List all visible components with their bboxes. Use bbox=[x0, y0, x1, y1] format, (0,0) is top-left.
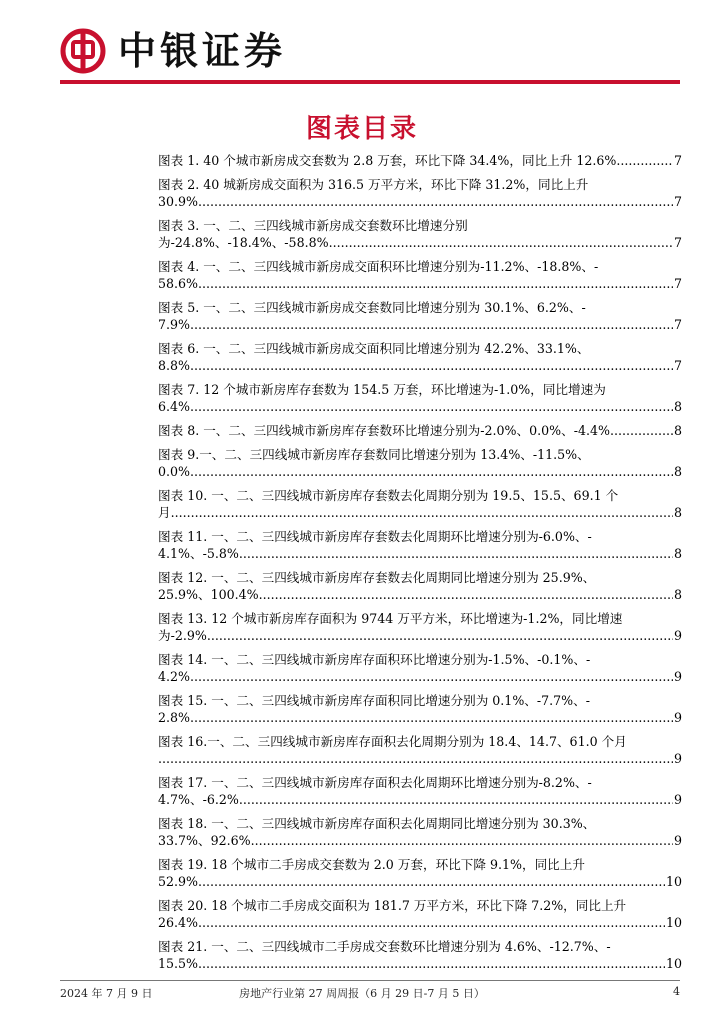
dot-leader bbox=[198, 873, 665, 890]
dot-leader bbox=[190, 668, 673, 685]
toc-entry-title: 图表 3. 一、二、三四线城市新房成交套数环比增速分别 bbox=[158, 218, 468, 233]
toc-page-number: 9 bbox=[673, 669, 682, 684]
toc-entry[interactable] bbox=[158, 422, 682, 439]
dot-leader bbox=[251, 832, 673, 849]
toc-entry-title: 图表 12. 一、二、三四线城市新房库存套数去化周期同比增速分别为 25.9%、 bbox=[158, 570, 596, 585]
toc-page-number: 7 bbox=[673, 276, 682, 291]
toc-entry[interactable] bbox=[158, 774, 682, 808]
toc-entry-title: 图表 18. 一、二、三四线城市新房库存面积去化周期同比增速分别为 30.3%、 bbox=[158, 816, 596, 831]
toc-entry[interactable] bbox=[158, 487, 682, 521]
toc-entry[interactable] bbox=[158, 815, 682, 849]
dot-leader bbox=[239, 545, 673, 562]
toc-entry-continuation: 26.4% bbox=[158, 915, 199, 930]
toc-entry[interactable] bbox=[158, 340, 682, 374]
toc-entry-continuation: 月 bbox=[158, 505, 171, 520]
dot-leader bbox=[158, 750, 673, 767]
toc-entry[interactable] bbox=[158, 217, 682, 251]
dot-leader bbox=[239, 791, 673, 808]
bank-of-china-logo-icon bbox=[60, 28, 106, 74]
toc-entry-continuation: 15.5% bbox=[158, 956, 199, 971]
toc-entry-continuation: 为-24.8%、-18.4%、-58.8% bbox=[158, 235, 329, 250]
dot-leader bbox=[190, 357, 673, 374]
toc-entry-title: 图表 13. 12 个城市新房库存面积为 9744 万平方米，环比增速为-1.2%，同比增速 bbox=[158, 611, 623, 626]
page-title: 图表目录 bbox=[305, 114, 418, 144]
toc-entry[interactable] bbox=[158, 176, 682, 210]
toc-entry-title: 图表 6. 一、二、三四线城市新房成交面积同比增速分别为 42.2%、33.1%、 bbox=[158, 341, 590, 356]
toc-entry-title: 图表 17. 一、二、三四线城市新房库存面积去化周期环比增速分别为-8.2%、- bbox=[158, 775, 592, 790]
brand-name: 中银证券 bbox=[118, 28, 287, 73]
toc-entry-title: 图表 10. 一、二、三四线城市新房库存套数去化周期分别为 19.5、15.5、69.1 个 bbox=[158, 488, 619, 503]
dot-leader bbox=[190, 709, 673, 726]
toc-entry[interactable] bbox=[158, 152, 682, 169]
toc-entry-title: 图表 21. 一、二、三四线城市二手房成交套数环比增速分别为 4.6%、-12.7%、- bbox=[158, 939, 611, 954]
dot-leader bbox=[198, 955, 665, 972]
toc-page-number: 7 bbox=[673, 358, 682, 373]
toc-entry[interactable] bbox=[158, 938, 682, 972]
toc-entry-continuation: 33.7%、92.6% bbox=[158, 833, 251, 848]
footer-divider bbox=[60, 980, 680, 981]
toc-page-number: 9 bbox=[673, 628, 682, 643]
table-of-figures bbox=[158, 152, 682, 979]
dot-leader bbox=[329, 234, 673, 251]
toc-page-number: 10 bbox=[665, 915, 682, 930]
toc-entry[interactable] bbox=[158, 381, 682, 415]
toc-page-number: 7 bbox=[673, 194, 682, 209]
dot-leader bbox=[198, 193, 673, 210]
toc-entry-continuation: 2.8% bbox=[158, 710, 190, 725]
toc-entry-continuation: 25.9%、100.4% bbox=[158, 587, 259, 602]
toc-entry[interactable] bbox=[158, 733, 682, 767]
toc-entry-continuation: 4.1%、-5.8% bbox=[158, 546, 239, 561]
toc-entry-title: 图表 4. 一、二、三四线城市新房成交面积环比增速分别为-11.2%、-18.8%、- bbox=[158, 259, 599, 274]
toc-entry-title: 图表 14. 一、二、三四线城市新房库存面积环比增速分别为-1.5%、-0.1%、- bbox=[158, 652, 591, 667]
toc-entry[interactable] bbox=[158, 569, 682, 603]
footer-date: 2024 年 7 月 9 日 bbox=[60, 987, 153, 1000]
toc-entry[interactable] bbox=[158, 528, 682, 562]
dot-leader bbox=[171, 504, 673, 521]
toc-page-number: 9 bbox=[673, 833, 682, 848]
toc-entry-title: 图表 8. 一、二、三四线城市新房库存套数环比增速分别为-2.0%、0.0%、-4.4% bbox=[158, 423, 610, 438]
toc-entry-continuation: 52.9% bbox=[158, 874, 199, 889]
dot-leader bbox=[207, 627, 673, 644]
toc-entry[interactable] bbox=[158, 610, 682, 644]
toc-page-number: 9 bbox=[673, 710, 682, 725]
toc-entry-title: 图表 1. 40 个城市新房成交套数为 2.8 万套，环比下降 34.4%，同比上升 12.6%... bbox=[158, 153, 629, 168]
dot-leader bbox=[190, 316, 673, 333]
toc-page-number: 8 bbox=[673, 423, 682, 438]
toc-entry-title: 图表 19. 18 个城市二手房成交套数为 2.0 万套，环比下降 9.1%，同比上升 bbox=[158, 857, 585, 872]
dot-leader bbox=[259, 586, 673, 603]
toc-entry-title: 图表 7. 12 个城市新房库存套数为 154.5 万套，环比增速为-1.0%，同比增速为 bbox=[158, 382, 606, 397]
dot-leader bbox=[198, 275, 673, 292]
toc-entry[interactable] bbox=[158, 651, 682, 685]
toc-page-number: 8 bbox=[673, 464, 682, 479]
toc-entry-continuation: 为-2.9% bbox=[158, 628, 207, 643]
toc-entry-continuation: 4.7%、-6.2% bbox=[158, 792, 239, 807]
toc-entry-continuation: 7.9% bbox=[158, 317, 190, 332]
dot-leader bbox=[190, 398, 673, 415]
toc-entry-continuation: 6.4% bbox=[158, 399, 190, 414]
dot-leader bbox=[198, 914, 665, 931]
toc-entry-title: 图表 2. 40 城新房成交面积为 316.5 万平方米，环比下降 31.2%，同比上升 bbox=[158, 177, 589, 192]
toc-page-number: 8 bbox=[673, 505, 682, 520]
toc-entry[interactable] bbox=[158, 856, 682, 890]
header bbox=[60, 22, 680, 82]
toc-page-number: 8 bbox=[673, 546, 682, 561]
header-divider bbox=[60, 80, 680, 84]
toc-page-number: 9 bbox=[673, 792, 682, 807]
toc-page-number: 10 bbox=[665, 956, 682, 971]
page-number: 4 bbox=[673, 985, 680, 998]
toc-page-number: 8 bbox=[673, 399, 682, 414]
dot-leader bbox=[628, 152, 673, 169]
toc-entry-title: 图表 5. 一、二、三四线城市新房成交套数同比增速分别为 30.1%、6.2%、- bbox=[158, 300, 586, 315]
toc-page-number: 7 bbox=[673, 317, 682, 332]
toc-entry-continuation: 0.0% bbox=[158, 464, 190, 479]
toc-entry-title: 图表 15. 一、二、三四线城市新房库存面积同比增速分别为 0.1%、-7.7%、- bbox=[158, 693, 590, 708]
toc-entry-title: 图表 9.一、二、三四线城市新房库存套数同比增速分别为 13.4%、-11.5%、 bbox=[158, 447, 590, 462]
dot-leader bbox=[610, 422, 673, 439]
toc-page-number: 10 bbox=[665, 874, 682, 889]
toc-entry-continuation: 58.6% bbox=[158, 276, 199, 291]
toc-page-number: 7 bbox=[673, 153, 682, 168]
toc-entry[interactable] bbox=[158, 258, 682, 292]
footer-report-title: 房地产行业第 27 周周报（6 月 29 日-7 月 5 日） bbox=[239, 987, 485, 1000]
toc-page-number: 8 bbox=[673, 587, 682, 602]
toc-entry[interactable] bbox=[158, 897, 682, 931]
toc-entry-title: 图表 11. 一、二、三四线城市新房库存套数去化周期环比增速分别为-6.0%、- bbox=[158, 529, 592, 544]
toc-entry[interactable] bbox=[158, 692, 682, 726]
toc-entry-continuation: 8.8% bbox=[158, 358, 190, 373]
toc-entry[interactable] bbox=[158, 446, 682, 480]
toc-entry-continuation: 4.2% bbox=[158, 669, 190, 684]
toc-page-number: 7 bbox=[673, 235, 682, 250]
toc-entry[interactable] bbox=[158, 299, 682, 333]
toc-entry-title: 图表 20. 18 个城市二手房成交面积为 181.7 万平方米，环比下降 7.2%，同比上升 bbox=[158, 898, 627, 913]
dot-leader bbox=[190, 463, 673, 480]
toc-entry-continuation: 30.9% bbox=[158, 194, 199, 209]
toc-page-number: 9 bbox=[673, 751, 682, 766]
toc-entry-title: 图表 16.一、二、三四线城市新房库存面积去化周期分别为 18.4、14.7、61.0 个月 bbox=[158, 734, 627, 749]
